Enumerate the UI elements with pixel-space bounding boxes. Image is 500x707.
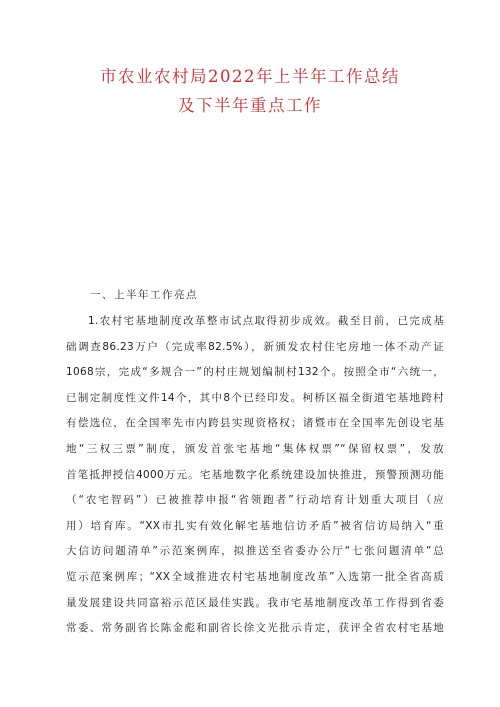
paragraph-line: 础调查86.23万户（完成率82.5%），新颁发农村住宅房地一体不动产证 [66, 340, 444, 353]
paragraph-line: 览示范案例库；“XX全域推进农村宅基地制度改革”入选第一批全省高质 [66, 570, 444, 583]
paragraph-line: 用）培育库。“XX市扎实有效化解宅基地信访矛盾”被省信访局纳入“重 [66, 519, 444, 532]
paragraph-line: 首笔抵押授信4000万元。宅基地数字化系统建设加快推进，预警预测功能 [66, 468, 444, 481]
paragraph-line: 有偿选位，在全国率先市内跨县实现资格权；诸暨市在全国率先创设宅基 [66, 417, 444, 430]
paragraph-line: （“农宅智码”）已被推荐申报“省领跑者”行动培育计划重大项目（应 [66, 494, 444, 507]
paragraph-line: 地“三权三票”制度，颁发首张宅基地“集体权票”“保留权票”，发放 [66, 442, 444, 455]
document-title-line-1: 市农业农村局2022年上半年工作总结 [100, 67, 400, 86]
paragraph-line: 1068宗，完成“多规合一”的村庄规划编制村132个。按照全市“六统一， [66, 366, 444, 379]
paragraph-line: 大信访问题清单”示范案例库，拟推送至省委办公厅“七张问题清单”总 [66, 545, 444, 558]
paragraph [66, 309, 444, 642]
paragraph-line: 1.农村宅基地制度改革整市试点取得初步成效。截至目前，已完成基 [88, 315, 444, 327]
section-heading: 一、上半年工作亮点 [90, 289, 198, 301]
paragraph-line: 已制定制度性文件14个，其中8个已经印发。柯桥区福全街道宅基地跨村 [66, 391, 444, 404]
document-title-line-2: 及下半年重点工作 [178, 96, 322, 115]
paragraph-line: 常委、常务副省长陈金彪和副省长徐文光批示肯定，获评全省农村宅基地 [66, 622, 444, 635]
paragraph-line: 量发展建设共同富裕示范区最佳实践。我市宅基地制度改革工作得到省委 [66, 596, 444, 609]
